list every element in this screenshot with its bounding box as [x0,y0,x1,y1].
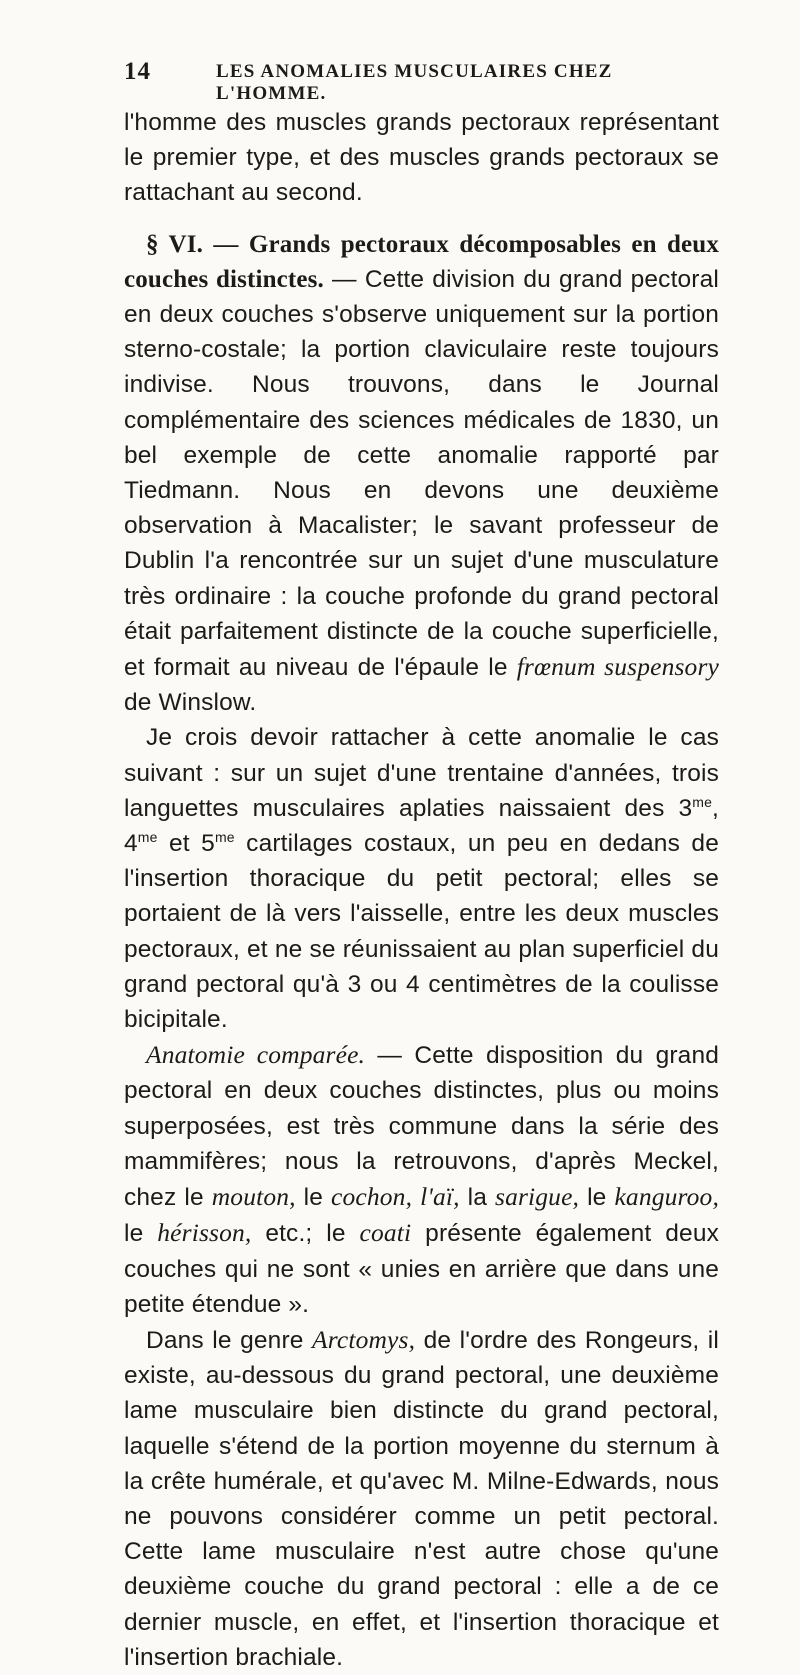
comparative-text-end: présente également deux couches qui ne sont « unies en arrière que dans une petite étendue ». [124,1220,719,1318]
section-text: — Cette division du grand pectoral en deux couches s'observe uniquement sur la portion sterno-costale; la portion claviculaire reste toujours indivise. Nous trouvons, dans le Journal complémentaire des sciences médicales de 1830, un bel exemple de cette anomalie rapporté par Tiedmann. Nous en devons une deuxième observation à Macalister; le savant professeur de Dublin l'a rencontrée sur un sujet d'une musculature très ordinaire : la couche profonde du grand pectoral était parfaitement distincte de la couche superficielle, et formait au niveau de l'épaule le [124,265,719,682]
comparative-text: — Cette disposition du grand pectoral en deux couches distinctes, plus ou moins superposées, est très commune dans la série des mammifères; nous la retrouvons, d'après Meckel, chez le [124,1042,719,1212]
arctomys-text-after: de l'ordre des Rongeurs, il existe, au-dessous du grand pectoral, une deuxième lame musculaire bien distincte du grand pectoral, laquelle s'étend de la portion moyenne du sternum à la crête humérale, et qu'avec M. Milne-Edwards, nous ne pouvons considérer comme un petit pectoral. Cette lame musculaire n'est autre chose qu'une deuxième couche du grand pectoral : elle a de ce dernier muscle, en effet, et l'insertion thoracique et l'insertion brachiale. [124,1326,719,1671]
ordinal-superscript: me [692,793,713,810]
section-heading: § VI. — Grands pectoraux décomposables en deux couches distinctes. [124,230,719,293]
case-paragraph [124,720,719,1037]
comparative-anatomy-label: Anatomie comparée. [146,1040,366,1070]
separator-text: la [459,1184,495,1212]
separator-text: le [124,1220,158,1248]
separator-text: etc.; le [251,1220,360,1248]
separator-text: le [295,1184,332,1212]
genus-name: Arctomys, [312,1324,416,1354]
case-text-before: Je crois devoir rattacher à cette anomalie le cas suivant : sur un sujet d'une trentaine d'années, trois languettes musculaires aplaties naissaient des 3 [124,724,719,822]
running-head [124,58,714,104]
body-text [124,105,719,1675]
intro-paragraph: l'homme des muscles grands pectoraux représentant le premier type, et des muscles grands pectoraux se rattachant au second. [124,109,719,207]
separator-text [412,1184,420,1211]
animal-name: l'aï, [420,1182,460,1212]
separator-text: le [579,1184,615,1212]
case-text-after: cartilages costaux, un peu en dedans de l'insertion thoracique du petit pectoral; elles se portaient de là vers l'aisselle, entre les deux muscles pectoraux, et ne se réunissaient au plan superficiel du grand pectoral qu'à 3 ou 4 centimètres de la coulisse bicipitale. [124,830,719,1034]
case-text-mid: , 4 [124,794,719,858]
ordinal-superscript: me [214,829,235,846]
animal-name: coati [359,1218,412,1248]
animal-name: mouton, [211,1182,296,1212]
animal-name: kanguroo, [614,1182,719,1212]
ordinal-superscript: me [137,829,158,846]
arctomys-text-before: Dans le genre [146,1326,313,1354]
section-vi-paragraph [124,227,719,721]
running-title: LES ANOMALIES MUSCULAIRES CHEZ L'HOMME. [216,61,613,104]
animal-name: sarigue, [495,1182,580,1212]
comparative-anatomy-paragraph [124,1037,719,1322]
animal-name: cochon, [331,1182,413,1212]
section-text-end: de Winslow. [124,689,257,717]
animal-name: hérisson, [157,1218,252,1248]
case-text-mid: et 5 [157,830,215,858]
page-number: 14 [124,58,151,85]
frenum-term: frœnum suspensory [516,652,719,682]
